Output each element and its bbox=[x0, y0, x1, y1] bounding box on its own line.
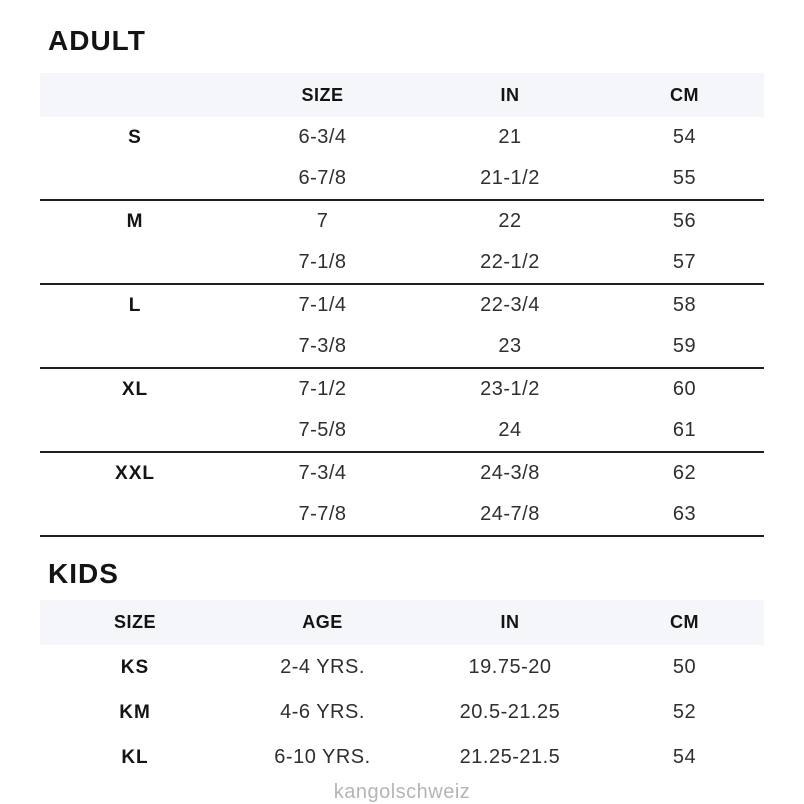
size-value: 7-1/8 bbox=[298, 251, 347, 273]
kids-section-title: KIDS bbox=[48, 558, 119, 589]
kids-header-cm: CM bbox=[670, 612, 699, 632]
table-row bbox=[40, 117, 764, 158]
table-row bbox=[40, 645, 764, 690]
size-value: 7-3/4 bbox=[298, 462, 347, 484]
size-chart bbox=[40, 0, 764, 780]
in-value: 24 bbox=[498, 419, 522, 441]
size-letter: S bbox=[128, 126, 142, 148]
size-letter: KL bbox=[121, 746, 149, 768]
cm-value: 54 bbox=[672, 746, 697, 768]
cm-value: 58 bbox=[672, 294, 697, 316]
in-value: 24-3/8 bbox=[480, 462, 540, 484]
table-row bbox=[40, 690, 764, 735]
cm-value: 63 bbox=[672, 503, 697, 525]
size-value: 7-1/2 bbox=[298, 378, 347, 400]
cm-value: 61 bbox=[672, 419, 697, 441]
table-row bbox=[40, 494, 764, 535]
in-value: 20.5-21.25 bbox=[459, 701, 561, 723]
cm-value: 57 bbox=[672, 251, 697, 273]
adult-group-m bbox=[40, 201, 764, 285]
table-row bbox=[40, 285, 764, 326]
in-value: 22-3/4 bbox=[480, 294, 540, 316]
size-letter: KS bbox=[120, 656, 150, 678]
adult-table-header-row bbox=[40, 73, 764, 117]
adult-group-xl bbox=[40, 369, 764, 453]
size-value: 7-5/8 bbox=[298, 419, 347, 441]
table-row bbox=[40, 369, 764, 410]
cm-value: 62 bbox=[672, 462, 697, 484]
adult-header-in: IN bbox=[500, 84, 520, 105]
table-row bbox=[40, 410, 764, 451]
cm-value: 54 bbox=[672, 126, 697, 148]
age-value: 6-10 YRS. bbox=[274, 746, 371, 768]
size-value: 6-7/8 bbox=[298, 167, 347, 189]
in-value: 22 bbox=[498, 210, 522, 232]
size-value: 7 bbox=[316, 210, 329, 232]
in-value: 23-1/2 bbox=[480, 378, 540, 400]
size-letter: L bbox=[128, 294, 142, 316]
size-value: 6-3/4 bbox=[298, 126, 347, 148]
adult-group-l bbox=[40, 285, 764, 369]
in-value: 21-1/2 bbox=[480, 167, 540, 189]
adult-header-cm: CM bbox=[670, 84, 699, 105]
size-letter: M bbox=[126, 210, 144, 232]
adult-size-table bbox=[40, 73, 764, 537]
size-letter: XL bbox=[121, 378, 149, 400]
table-row bbox=[40, 242, 764, 283]
adult-group-xxl bbox=[40, 453, 764, 537]
in-value: 21.25-21.5 bbox=[459, 746, 561, 768]
table-row bbox=[40, 201, 764, 242]
table-row bbox=[40, 326, 764, 367]
in-value: 19.75-20 bbox=[468, 656, 552, 678]
cm-value: 60 bbox=[672, 378, 697, 400]
size-value: 7-7/8 bbox=[298, 503, 347, 525]
in-value: 22-1/2 bbox=[480, 251, 540, 273]
table-row bbox=[40, 735, 764, 780]
kids-size-table bbox=[40, 600, 764, 780]
table-row bbox=[40, 158, 764, 199]
adult-group-s bbox=[40, 117, 764, 201]
in-value: 24-7/8 bbox=[480, 503, 540, 525]
adult-section-title: ADULT bbox=[48, 25, 146, 56]
adult-header-size: SIZE bbox=[301, 84, 344, 105]
kids-header-age: AGE bbox=[302, 612, 343, 632]
kids-header-size: SIZE bbox=[113, 612, 156, 632]
table-row bbox=[40, 453, 764, 494]
cm-value: 56 bbox=[672, 210, 697, 232]
site-watermark: kangolschweiz bbox=[333, 781, 471, 803]
in-value: 23 bbox=[498, 335, 522, 357]
cm-value: 55 bbox=[672, 167, 697, 189]
cm-value: 50 bbox=[672, 656, 697, 678]
size-value: 7-3/8 bbox=[298, 335, 347, 357]
in-value: 21 bbox=[498, 126, 522, 148]
cm-value: 59 bbox=[672, 335, 697, 357]
age-value: 2-4 YRS. bbox=[280, 656, 365, 678]
cm-value: 52 bbox=[672, 701, 697, 723]
age-value: 4-6 YRS. bbox=[280, 701, 365, 723]
kids-table-header-row bbox=[40, 600, 764, 645]
size-letter: KM bbox=[119, 701, 151, 723]
kids-header-in: IN bbox=[500, 612, 520, 632]
size-letter: XXL bbox=[115, 462, 155, 484]
size-value: 7-1/4 bbox=[298, 294, 347, 316]
